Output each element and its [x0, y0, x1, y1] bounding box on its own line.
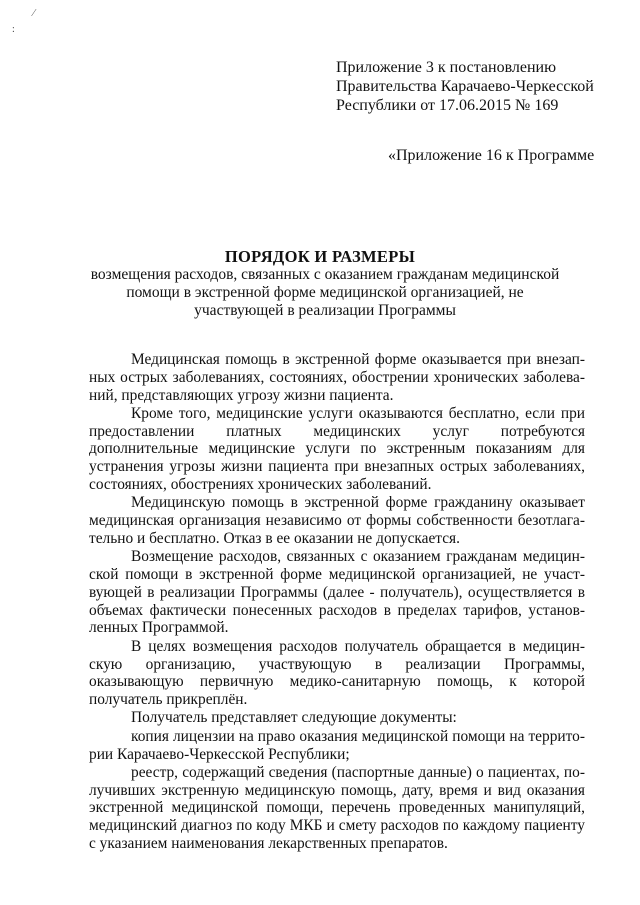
paragraph: Медицинскую помощь в экстренной форме гражданину оказывает медицинская организация независимо от формы собственности безотлагательно и бесплатно. Отказ в ее оказании не допускается. [89, 494, 585, 547]
paragraph: В целях возмещения расходов получатель обращается в медицинскую организацию, участвующую в реализации Программы, оказывающую первичную медико-санитарную помощь, к которой получатель прикреплён. [89, 637, 585, 709]
paragraph: реестр, содержащий сведения (паспортные данные) о пациентах, получивших экстренную медицинскую помощь, дату, время и вид оказания экстренной медицинской помощи, перечень проведенных манипуляций, медицинский диагноз по коду МКБ и смету расходов по каждому пациенту с указанием наименования лекарственных препаратов. [89, 763, 585, 853]
document-title: ПОРЯДОК И РАЗМЕРЫ [224, 247, 416, 266]
document-subtitle: возмещения расходов, связанных с оказанием гражданам медицинской помощи в экстренной форме медицинской организацией, не участвующей в реализации Программы [90, 266, 560, 319]
document-body [89, 351, 585, 853]
approval-line-3: Республики от 17.06.2015 № 169 [336, 97, 559, 114]
scan-mark-side: : [12, 24, 15, 35]
approval-line-1: Приложение 3 к постановлению [336, 59, 557, 76]
paragraph: Кроме того, медицинские услуги оказываются бесплатно, если при предоставлении платных медицинских услуг потребуются дополнительные медицинские услуги по экстренным показаниям для устранения угрозы жизни пациента при внезапных острых заболеваниях, состояниях, обострениях хронических заболеваний. [89, 404, 585, 494]
paragraph: Медицинская помощь в экстренной форме оказывается при внезапных острых заболеваниях, состояниях, обострении хронических заболеваний, представляющих угрозу жизни пациента. [89, 351, 585, 404]
scan-mark-top: ⁄ [33, 8, 35, 19]
approval-line-2: Правительства Карачаево-Черкесской [336, 78, 594, 95]
paragraph: Получатель представляет следующие документы: [131, 709, 457, 727]
approval-block [336, 58, 626, 115]
appendix-reference: «Приложение 16 к Программе [388, 147, 595, 164]
paragraph: копия лицензии на право оказания медицинской помощи на территории Карачаево-Черкесской Республики; [89, 727, 585, 763]
paragraph: Возмещение расходов, связанных с оказанием гражданам медицинской помощи в экстренной форме медицинской организацией, не участвующей в реализации Программы (далее - получатель), осуществляется в объемах фактически понесенных расходов в пределах тарифов, установленных Программой. [89, 548, 585, 637]
